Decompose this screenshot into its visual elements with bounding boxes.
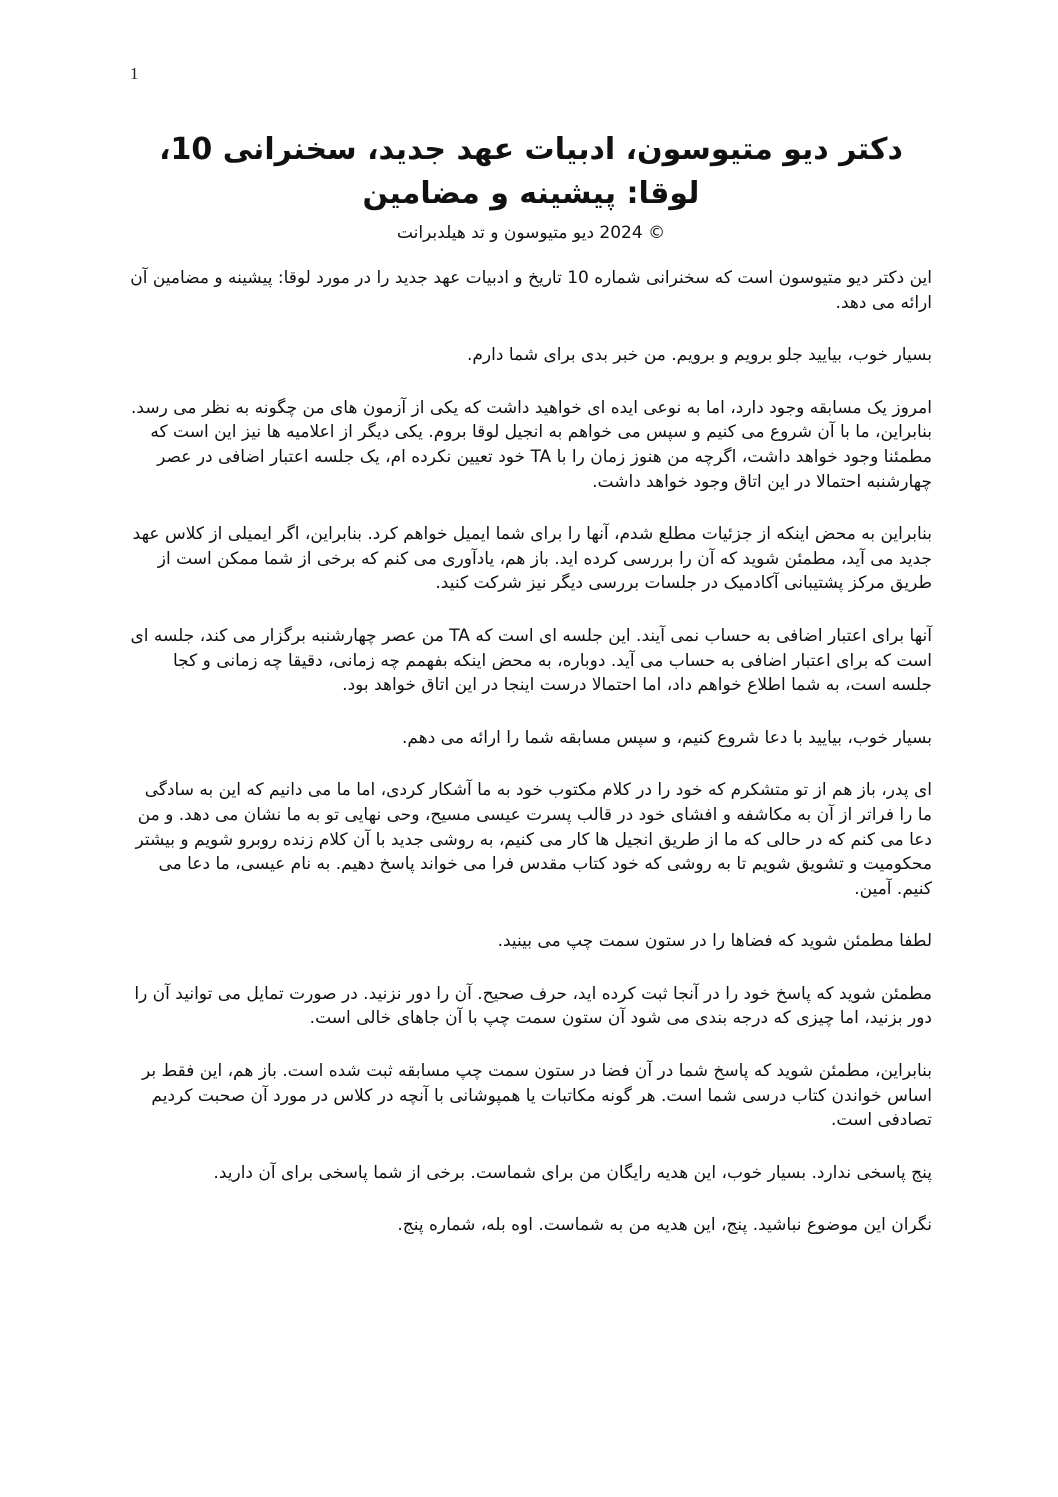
- paragraph-prayer: ای پدر، باز هم از تو متشکرم که خود را در کلام مکتوب خود به ما آشکار کردی، اما ما می دانیم که این به سادگی ما را فراتر از آن به مکاشفه و افشای خود در قالب پسرت عیسی مسیح، وحی نهایی تو به ما نشان می دهد. و من دعا می کنم که در حالی که ما از طریق انجیل ها کار می کنیم، به روشی جدید با آن کلام زنده روبرو شویم و بیشتر محکومیت و تشویق شویم تا به روشی که خود کتاب مقدس فرا می خواند پاسخ دهیم. به نام عیسی، ما دعا می کنیم. آمین.: [135, 780, 932, 899]
- paragraph: لطفا مطمئن شوید که فضاها را در ستون سمت چپ می بینید.: [497, 931, 932, 952]
- page-title: دکتر دیو متیوسون، ادبیات عهد جدید، سخنرانی 10، لوقا: پیشینه و مضامین: [159, 132, 903, 211]
- paragraph: مطمئن شوید که پاسخ خود را در آنجا ثبت کرده اید، حرف صحیح. آن را دور نزنید. در صورت تمایل می توانید آن را دور بزنید، اما چیزی که درجه بندی می شود آن ستون سمت چپ با آن جاهای خالی است.: [134, 983, 932, 1029]
- paragraph: بنابراین به محض اینکه از جزئیات مطلع شدم، آنها را برای شما ایمیل خواهم کرد. بنابراین، اگر ایمیلی از کلاس عهد جدید می آید، مطمئن شوید که آن را بررسی کرده اید. باز هم، یادآوری می کنم که برخی از شما ممکن است از طریق مرکز پشتیبانی آکادمیک در جلسات بررسی دیگر نیز شرکت کنید.: [132, 524, 932, 594]
- paragraph-intro: این دکتر دیو متیوسون است که سخنرانی شماره 10 تاریخ و ادبیات عهد جدید را در مورد لوقا: پیشینه و مضامین آن ارائه می دهد.: [130, 268, 932, 313]
- paragraph: بسیار خوب، بیایید با دعا شروع کنیم، و سپس مسابقه شما را ارائه می دهم.: [402, 727, 932, 748]
- paragraph: آنها برای اعتبار اضافی به حساب نمی آیند. این جلسه ای است که TA من عصر چهارشنبه برگزار می کند، جلسه ای است که برای اعتبار اضافی به حساب می آید. دوباره، به محض اینکه بفهمم چه زمانی، دقیقا چه زمانی و کجا جلسه است، به شما اطلاع خواهم داد، اما احتمالا درست اینجا در این اتاق خواهد بود.: [130, 625, 932, 696]
- paragraph: بنابراین، مطمئن شوید که پاسخ شما در آن فضا در ستون سمت چپ مسابقه ثبت شده است. باز هم، این فقط بر اساس خواندن کتاب درسی شما است. هر گونه مکاتبات یا همپوشانی با آنچه در کلاس در مورد آن صحبت کردیم تصادفی است.: [141, 1061, 932, 1131]
- paragraph: امروز یک مسابقه وجود دارد، اما به نوعی ایده ای خواهید داشت که یکی از آزمون های من چگونه به نظر می رسد. بنابراین، ما با آن شروع می کنیم و سپس می خواهم به انجیل لوقا بروم. یکی دیگر از اعلامیه ها نیز این است که مطمئنا وجود خواهد داشت، اگرچه من هنوز زمان را با TA خود تعیین نکرده ام، یک جلسه اعتبار اضافی در عصر چهارشنبه احتمالا در این اتاق وجود خواهد داشت.: [131, 397, 932, 492]
- copyright-line: © 2024 دیو متیوسون و تد هیلدبرانت: [396, 223, 666, 243]
- document-body: [130, 128, 932, 1238]
- page-number: 1: [130, 64, 139, 83]
- paragraph: نگران این موضوع نباشید. پنج، این هدیه من به شماست. اوه بله، شماره پنج.: [397, 1215, 932, 1236]
- paragraph: بسیار خوب، بیایید جلو برویم و برویم. من خبر بدی برای شما دارم.: [467, 345, 932, 366]
- paragraph: پنج پاسخی ندارد. بسیار خوب، این هدیه رایگان من برای شماست. برخی از شما پاسخی برای آن دارید.: [213, 1162, 932, 1183]
